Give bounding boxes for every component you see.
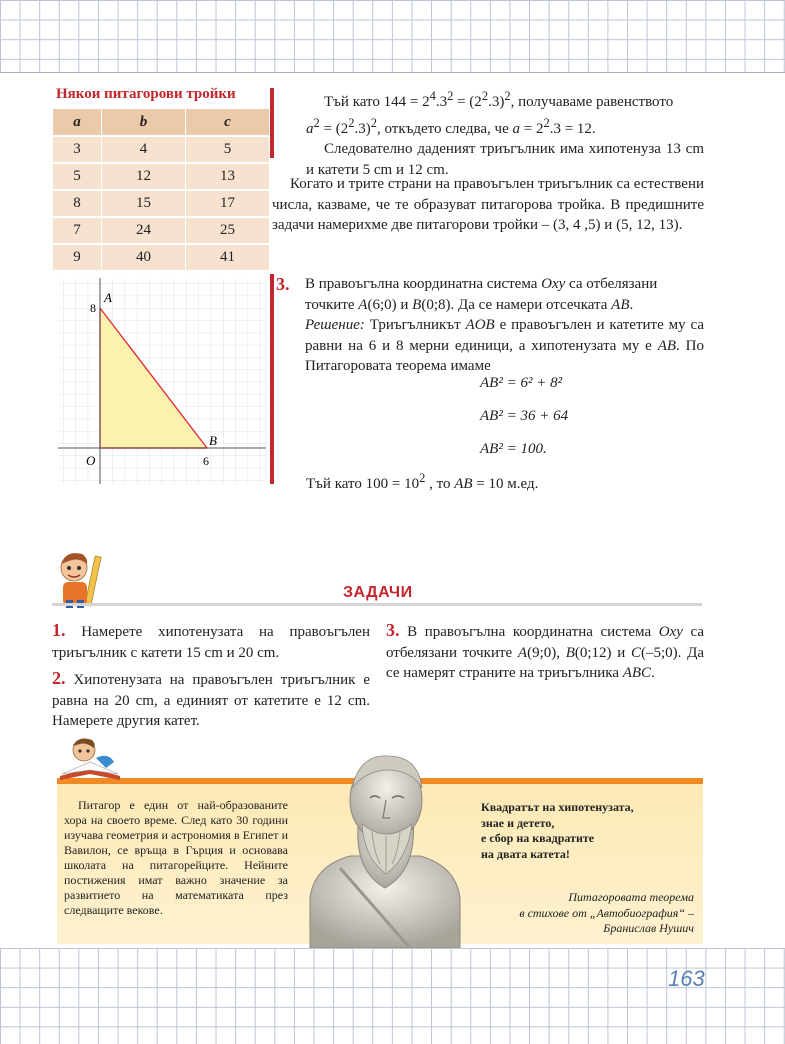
text: е правоъгълен и катетите му са равни на 6 и 8 мерни единици, а хипотенузата му е: [305, 317, 704, 354]
text: C: [630, 644, 641, 661]
text: Тъй като 100 = 10: [306, 476, 420, 492]
text: .3: [435, 94, 448, 110]
cell: 4: [102, 136, 186, 163]
text: (–5;0). Да се намерят страните на триъгълника: [386, 644, 704, 681]
poem-line-3: е сбор на квадратите: [481, 831, 595, 845]
task-1: [52, 620, 370, 663]
label-origin: O: [86, 453, 96, 468]
text: , то: [425, 476, 455, 492]
poem-line-4: на двата катета!: [481, 846, 570, 861]
tasks-title: ЗАДАЧИ: [343, 584, 413, 601]
text: .3 = 12.: [549, 120, 596, 137]
cell: 15: [102, 190, 186, 217]
example-3-line-2: [305, 295, 704, 316]
page-number: 163: [668, 966, 705, 991]
poem-credit: [470, 890, 694, 937]
coordinate-graph: [52, 272, 272, 492]
cell: 25: [186, 217, 270, 244]
text: AB: [657, 337, 677, 354]
equation-1: AB² = 6² + 8²: [480, 375, 563, 391]
text: Триъгълникът: [364, 317, 466, 333]
text: = (2: [453, 94, 482, 110]
example-3-conclusion: [306, 468, 706, 495]
text: AB: [611, 296, 630, 313]
equation-3: AB² = 100.: [480, 441, 547, 457]
cell: 5: [53, 163, 102, 190]
example-3-text: [305, 274, 704, 377]
sup: 2: [504, 89, 511, 103]
cell: 8: [53, 190, 102, 217]
task-3: [386, 620, 704, 684]
text: AOB: [465, 317, 495, 333]
text: , получаваме равенството: [510, 94, 674, 110]
table-row: [53, 163, 270, 190]
sup: 2: [313, 115, 320, 130]
cell: 41: [186, 244, 270, 271]
poem-line-2: знае и детето,: [481, 815, 555, 830]
sup: 2: [419, 471, 426, 485]
cell: 3: [53, 136, 102, 163]
text: Oxy: [658, 624, 683, 640]
credit-line-3: Бранислав Нушич: [603, 921, 694, 935]
bottom-grid-band: [0, 948, 785, 1044]
header-a: a: [53, 109, 102, 137]
sup: 2: [543, 115, 550, 130]
cell: 5: [186, 136, 270, 163]
header-b: b: [102, 109, 186, 137]
text: (0;8). Да се намери отсечката: [421, 296, 612, 313]
cell: 17: [186, 190, 270, 217]
text: (6;0) и: [367, 296, 413, 313]
poem-line-1: Квадратът на хипотенузата,: [481, 800, 634, 814]
intro-paragraph-4: Когато и трите страни на правоъгълен триъгълник са естествени числа, казваме, че те образуват питагорова тройка. В предишните задачи намерихме две питагорови тройки – (3, 4 ,5) и (5, 12, 13).: [272, 176, 704, 233]
task-2: [52, 668, 370, 732]
label-b: B: [209, 433, 217, 448]
cell: 24: [102, 217, 186, 244]
equation-2: AB² = 36 + 64: [480, 408, 569, 424]
text: , откъдето следва, че: [376, 120, 513, 137]
intro-paragraph-1: [306, 86, 704, 180]
top-grid-band: [0, 0, 785, 73]
text: са отбелязани: [565, 276, 658, 292]
credit-line-1: Питагоровата теорема: [568, 890, 694, 904]
pythagoras-bio: Питагор е един от най-образованите хора на своето време. След като 30 години изучава геометрия и астрономия в Египет и Вавилон, се връща в Гърция и основава школата на питагорейците. Нейните постижения имат важно значение за развитието на математиката през следващите векове.: [64, 798, 288, 917]
label-a: A: [104, 290, 112, 305]
triples-header-row: [53, 109, 270, 137]
example-3-line-1: [305, 274, 704, 295]
text: B: [412, 296, 422, 313]
tick-label-y: 8: [90, 301, 96, 315]
text: = (2: [319, 120, 349, 137]
task-1-number: 1.: [52, 620, 66, 640]
triples-table-title: Някои питагорови тройки: [56, 86, 236, 102]
tasks-divider: [52, 603, 702, 606]
text: В правоъгълна координатна система: [305, 276, 542, 292]
reading-child-icon: [56, 732, 126, 782]
cell: 40: [102, 244, 186, 271]
task-2-number: 2.: [52, 668, 66, 688]
text: . По Питагоровата теорема имаме: [305, 337, 704, 374]
text: Тъй като 144 = 2: [324, 94, 430, 110]
poem: [481, 800, 634, 862]
text: A: [517, 644, 528, 661]
text: = 2: [520, 120, 544, 137]
triples-table: [52, 108, 270, 271]
sup: 2: [348, 115, 355, 130]
cell: 7: [53, 217, 102, 244]
sup: 2: [447, 89, 454, 103]
intro-line-2: [306, 113, 704, 140]
text: .: [651, 665, 655, 681]
text: ABC: [622, 665, 652, 681]
intro-paragraph-3: Следователно дадeният триъгълник има хипотенуза 13 cm и катети 5 cm и 12 cm.: [306, 141, 704, 178]
task-3-number: 3.: [386, 620, 400, 640]
text: .3): [354, 120, 371, 137]
text: точките: [305, 296, 359, 313]
sup: 4: [429, 89, 436, 103]
cell: 12: [102, 163, 186, 190]
text: (9;0),: [527, 644, 566, 661]
text: Хипотенузата на правоъгълен триъгълник е равна на 20 cm, а единият от катетите е 12 cm. Намерете другия катет.: [52, 672, 370, 729]
red-margin-bar: [270, 88, 274, 158]
sup: 2: [481, 89, 489, 103]
text: B: [565, 644, 575, 661]
text: .3): [488, 94, 505, 110]
example-3-solution: [305, 315, 704, 377]
text: A: [358, 296, 368, 313]
boy-with-pencil-icon: [52, 548, 104, 610]
table-row: [53, 190, 270, 217]
text: AB: [454, 476, 473, 492]
text: В правоъгълна координатна система: [399, 624, 659, 640]
table-row: [53, 244, 270, 271]
text: са отбелязани точките: [386, 624, 704, 661]
text: (0;12) и: [574, 644, 631, 661]
tick-label-x: 6: [203, 454, 209, 468]
text: a: [306, 120, 314, 137]
sup: 2: [370, 115, 377, 130]
text: Решение:: [305, 317, 365, 333]
cell: 9: [53, 244, 102, 271]
table-row: [53, 217, 270, 244]
text: .: [629, 296, 634, 313]
text: Намерете хипотенузата на правоъгълен триъгълник с катети 15 cm и 20 cm.: [52, 624, 370, 661]
header-c: c: [186, 109, 270, 137]
credit-line-2: в стихове от „Автобиография“ –: [519, 905, 694, 920]
text: Oxy: [541, 276, 566, 292]
cell: 13: [186, 163, 270, 190]
intro-line-1: [306, 86, 704, 113]
text: a: [512, 120, 520, 137]
text: = 10 м.ед.: [472, 476, 539, 492]
pythagoras-bust-image: [300, 748, 470, 948]
example-3-number: 3.: [276, 274, 290, 294]
table-row: [53, 136, 270, 163]
